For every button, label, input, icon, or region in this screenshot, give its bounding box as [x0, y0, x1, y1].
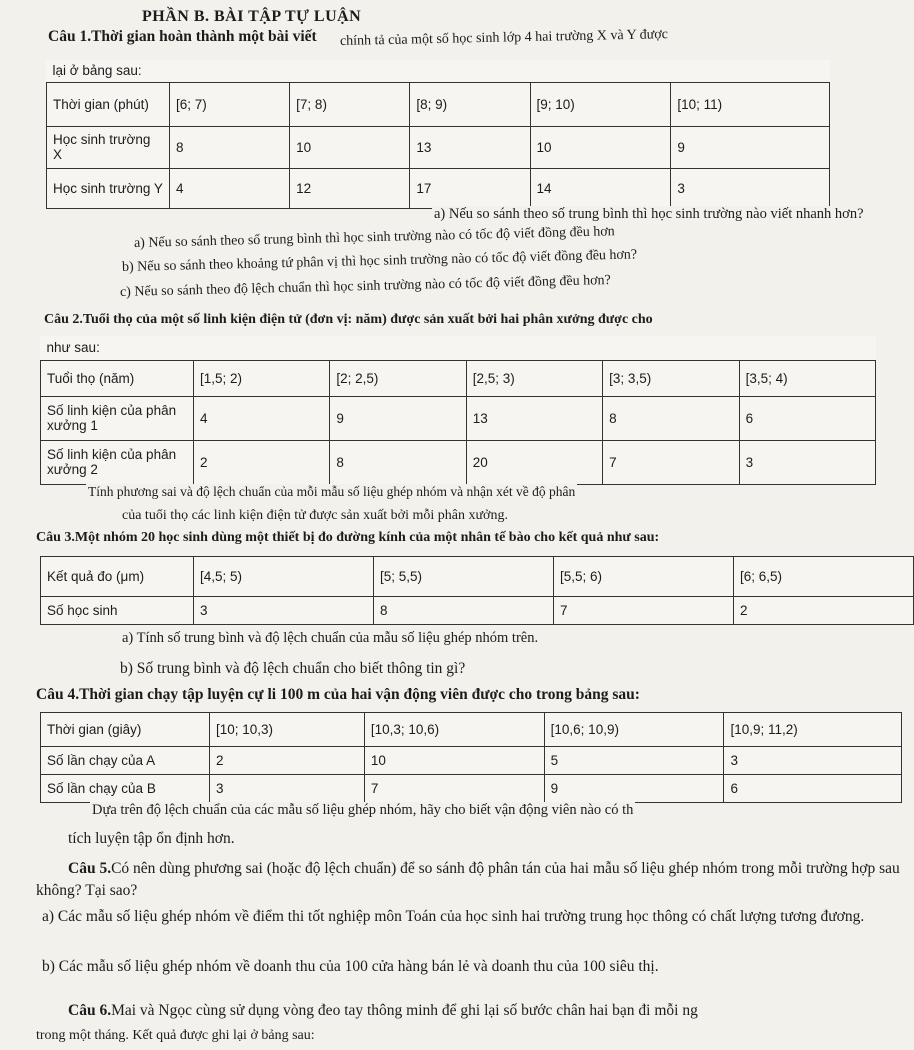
q1-row-x-cell: 10	[530, 126, 671, 168]
q2-header-cell: [3,5; 4)	[739, 360, 875, 396]
q1-header-label: Thời gian (phút)	[47, 82, 170, 126]
q1-part-a: a) Nếu so sánh theo số trung bình thì học sinh trường nào có tốc độ viết đồng đều hơn	[133, 224, 615, 251]
q1-row-x-cell: 13	[410, 126, 530, 168]
q1-intro-left: Câu 1.Thời gian hoàn thành một bài viết	[48, 28, 317, 45]
q1-row-x-label: Học sinh trường X	[47, 126, 170, 168]
q2-row2-cell: 7	[603, 440, 739, 484]
q3-part-a: a) Tính số trung bình và độ lệch chuẩn của mẫu số liệu ghép nhóm trên.	[122, 630, 539, 646]
q2-header-label: Tuổi thọ (năm)	[41, 360, 194, 396]
q3-part-b: b) Số trung bình và độ lệch chuẩn cho biết thông tin gì?	[120, 660, 466, 677]
q4-row-b-cell: 6	[724, 775, 902, 803]
q1-row-y-cell: 14	[530, 168, 671, 208]
q1-intro-right: chính tả của một số học sinh lớp 4 hai trường X và Y được	[339, 27, 669, 49]
q2-intro: Câu 2.Tuổi thọ của một số linh kiện điện tử (đơn vị: năm) được sản xuất bởi hai phân xưởng được cho	[44, 312, 653, 327]
q2-row2-cell: 20	[466, 440, 602, 484]
q2-row2-cell: 3	[739, 440, 875, 484]
q3-row-cell: 7	[554, 597, 734, 625]
q2-row1-cell: 4	[194, 396, 330, 440]
q1-overlay-text: a) Nếu so sánh theo số trung bình thì học sinh trường nào viết nhanh hơn?	[434, 206, 864, 222]
q4-row-a-label: Số lần chạy của A	[41, 747, 210, 775]
q6-intro: Câu 6.Mai và Ngọc cùng sử dụng vòng đeo tay thông minh để ghi lại số bước chân hai bạn đi mỗi ng	[68, 1002, 698, 1019]
q3-header-cell: [5,5; 6)	[554, 557, 734, 597]
q1-header-cell: [8; 9)	[410, 82, 530, 126]
q1-row-x-cell: 8	[170, 126, 290, 168]
q4-header-label: Thời gian (giây)	[41, 713, 210, 747]
q4-row-a-cell: 5	[544, 747, 724, 775]
q2-row1-cell: 6	[739, 396, 875, 440]
q4-header-cell: [10; 10,3)	[210, 713, 365, 747]
q1-header-cell: [9; 10)	[530, 82, 671, 126]
q3-header-cell: [5; 5,5)	[374, 557, 554, 597]
q1-row-y-label: Học sinh trường Y	[47, 168, 170, 208]
q3-header-cell: [4,5; 5)	[194, 557, 374, 597]
q4-header-cell: [10,6; 10,9)	[544, 713, 724, 747]
q2-header-cell: [1,5; 2)	[194, 360, 330, 396]
q4-text2: tích luyện tập ổn định hơn.	[68, 830, 235, 847]
q4-row-a-cell: 3	[724, 747, 902, 775]
q2-header-cell: [2,5; 3)	[466, 360, 602, 396]
q1-header-cell: [6; 7)	[170, 82, 290, 126]
q3-row-cell: 3	[194, 597, 374, 625]
q3-table	[40, 556, 914, 625]
q1-row-y-cell: 4	[170, 168, 290, 208]
q1-row-y-cell: 17	[410, 168, 530, 208]
q4-row-b-cell: 7	[364, 775, 544, 803]
q1-table-caption: lại ở bảng sau:	[47, 60, 830, 82]
q1-row-x-cell: 9	[671, 126, 830, 168]
q4-text1: Dựa trên độ lệch chuẩn của các mẫu số liệu ghép nhóm, hãy cho biết vận động viên nào có th	[92, 802, 634, 818]
q3-row-cell: 8	[374, 597, 554, 625]
q5-intro: Câu 5.Có nên dùng phương sai (hoặc độ lệch chuẩn) để so sánh độ phân tán của hai mẫu số liệu ghép nhóm trong mỗi trường hợp sau không? Tại sao?	[36, 860, 900, 899]
q1-table	[46, 60, 830, 209]
q2-row2-cell: 8	[330, 440, 466, 484]
q2-table	[40, 336, 876, 485]
q4-row-b-cell: 3	[210, 775, 365, 803]
q1-row-y-cell: 12	[290, 168, 410, 208]
q5-part-b: b) Các mẫu số liệu ghép nhóm về doanh thu của 100 cửa hàng bán lẻ và doanh thu của 100 siêu thị.	[42, 958, 659, 975]
q2-header-cell: [3; 3,5)	[603, 360, 739, 396]
q1-part-c: c) Nếu so sánh theo độ lệch chuẩn thì học sinh trường nào có tốc độ viết đồng đều hơn?	[119, 273, 611, 300]
q2-header-cell: [2; 2,5)	[330, 360, 466, 396]
q2-table-caption: như sau:	[41, 336, 876, 360]
q3-row-label: Số học sinh	[41, 597, 194, 625]
q4-table	[40, 712, 902, 803]
q3-header-label: Kết quả đo (μm)	[41, 557, 194, 597]
q2-row1-cell: 13	[466, 396, 602, 440]
q3-header-cell: [6; 6,5)	[734, 557, 914, 597]
q4-row-b-label: Số lần chạy của B	[41, 775, 210, 803]
q2-row1-cell: 9	[330, 396, 466, 440]
q4-header-cell: [10,3; 10,6)	[364, 713, 544, 747]
q6-line2: trong một tháng. Kết quả được ghi lại ở bảng sau:	[36, 1028, 315, 1043]
q2-line2: của tuổi thọ các linh kiện điện tử được sản xuất bởi mỗi phân xưởng.	[122, 508, 508, 523]
q3-intro: Câu 3.Một nhóm 20 học sinh dùng một thiết bị đo đường kính của một nhân tế bào cho kết quả như sau:	[36, 530, 660, 545]
q2-row2-label: Số linh kiện của phân xưởng 2	[41, 440, 194, 484]
q1-header-cell: [10; 11)	[671, 82, 830, 126]
q1-row-x-cell: 10	[290, 126, 410, 168]
q3-row-cell: 2	[734, 597, 914, 625]
q4-header-cell: [10,9; 11,2)	[724, 713, 902, 747]
q2-row1-cell: 8	[603, 396, 739, 440]
section-title: PHẦN B. BÀI TẬP TỰ LUẬN	[142, 8, 362, 25]
q1-part-b: b) Nếu so sánh theo khoảng tứ phân vị thì học sinh trường nào có tốc độ viết đồng đều hơn?	[121, 247, 638, 275]
q1-header-cell: [7; 8)	[290, 82, 410, 126]
q4-row-a-cell: 10	[364, 747, 544, 775]
q5-part-a: a) Các mẫu số liệu ghép nhóm về điểm thi tốt nghiệp môn Toán của học sinh hai trường trung học thông có chất lượng tương đương.	[42, 908, 865, 925]
q4-row-a-cell: 2	[210, 747, 365, 775]
q4-row-b-cell: 9	[544, 775, 724, 803]
q2-row1-label: Số linh kiện của phân xưởng 1	[41, 396, 194, 440]
q2-row2-cell: 2	[194, 440, 330, 484]
q1-row-y-cell: 3	[671, 168, 830, 208]
q2-overlay-text: Tính phương sai và độ lệch chuẩn của mỗi mẫu số liệu ghép nhóm và nhận xét về độ phân	[88, 484, 576, 499]
q4-intro: Câu 4.Thời gian chạy tập luyện cự li 100 m của hai vận động viên được cho trong bảng sau:	[36, 686, 640, 703]
